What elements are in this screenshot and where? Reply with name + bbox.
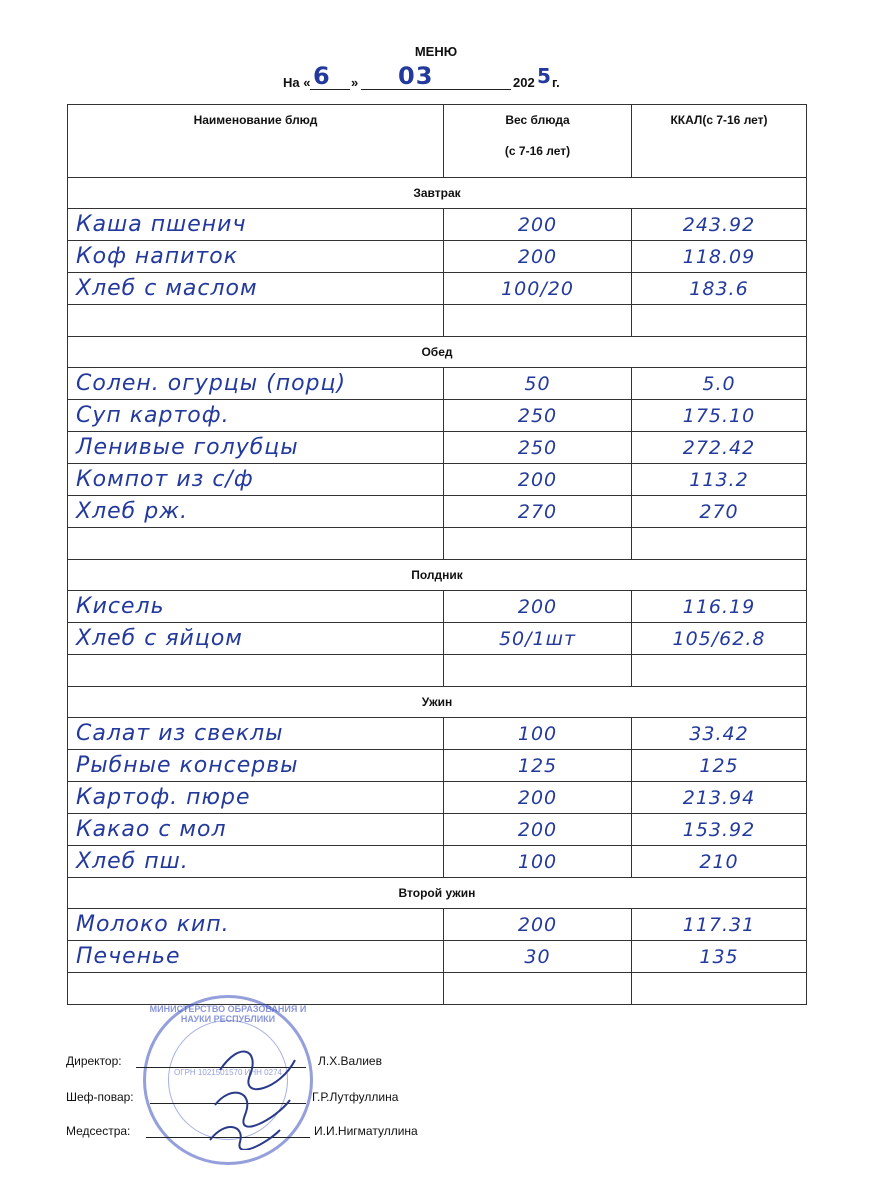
weight-cell: 200 [444,209,632,241]
table-row [68,368,807,400]
weight-cell: 200 [444,909,632,941]
table-row [68,782,807,814]
dish-cell: Ленивые голубцы [68,432,444,464]
kcal-cell: 270 [632,496,807,528]
dish-cell: Какао с мол [68,814,444,846]
director-name: Л.Х.Валиев [318,1054,382,1068]
month-underline [361,69,511,90]
table-row [68,973,807,1005]
table-row [68,814,807,846]
dish-cell: Хлеб с яйцом [68,623,444,655]
col-kcal-header: ККАЛ(с 7-16 лет) [632,105,807,178]
dish-cell: Каша пшенич [68,209,444,241]
kcal-cell: 272.42 [632,432,807,464]
date-year: 202 [513,75,535,90]
date-prefix: На « [283,75,311,90]
kcal-cell: 105/62.8 [632,623,807,655]
table-row [68,941,807,973]
menu-table [67,104,807,1005]
section-row [68,878,807,909]
chef-label: Шеф-повар: [66,1090,134,1104]
weight-cell: 200 [444,782,632,814]
table-row [68,591,807,623]
dish-cell: Суп картоф. [68,400,444,432]
table-row [68,623,807,655]
stamp-ring-text: МИНИСТЕРСТВО ОБРАЗОВАНИЯ И НАУКИ РЕСПУБЛИКИ [149,1004,307,1024]
kcal-cell [632,528,807,560]
weight-cell [444,528,632,560]
weight-cell: 250 [444,432,632,464]
kcal-cell: 117.31 [632,909,807,941]
weight-cell: 250 [444,400,632,432]
dish-cell: Хлеб пш. [68,846,444,878]
kcal-cell [632,305,807,337]
date-suffix: г. [552,75,560,90]
weight-cell [444,305,632,337]
col-weight-header: Вес блюда (с 7-16 лет) [444,105,632,178]
official-stamp [143,995,313,1165]
weight-cell: 100 [444,718,632,750]
kcal-cell [632,655,807,687]
dish-cell: Кисель [68,591,444,623]
section-row [68,337,807,368]
date-mid: » [351,75,359,90]
kcal-cell: 183.6 [632,273,807,305]
date-year-digit: 5 [537,64,552,88]
nurse-label: Медсестра: [66,1124,131,1138]
weight-cell: 50 [444,368,632,400]
weight-cell: 100/20 [444,273,632,305]
dish-cell [68,655,444,687]
dish-cell: Коф напиток [68,241,444,273]
kcal-cell: 135 [632,941,807,973]
kcal-cell: 175.10 [632,400,807,432]
dish-cell: Рыбные консервы [68,750,444,782]
weight-cell [444,655,632,687]
date-month: 03 [398,62,434,90]
kcal-cell: 210 [632,846,807,878]
section-title: Второй ужин [68,878,807,909]
section-title: Завтрак [68,178,807,209]
dish-cell [68,305,444,337]
weight-cell: 100 [444,846,632,878]
table-row [68,718,807,750]
weight-cell: 200 [444,241,632,273]
table-row [68,241,807,273]
table-header [68,105,807,178]
kcal-cell: 33.42 [632,718,807,750]
table-row [68,273,807,305]
kcal-cell: 153.92 [632,814,807,846]
kcal-cell [632,973,807,1005]
kcal-cell: 118.09 [632,241,807,273]
table-row [68,305,807,337]
section-row [68,687,807,718]
col-dish-header: Наименование блюд [68,105,444,178]
section-title: Полдник [68,560,807,591]
weight-cell [444,973,632,1005]
section-row [68,178,807,209]
weight-cell: 30 [444,941,632,973]
dish-cell [68,528,444,560]
dish-cell: Компот из с/ф [68,464,444,496]
dish-cell: Картоф. пюре [68,782,444,814]
date-line [283,62,703,92]
page-title: МЕНЮ [414,44,458,59]
table-row [68,750,807,782]
weight-cell: 200 [444,814,632,846]
kcal-cell: 213.94 [632,782,807,814]
table-row [68,496,807,528]
nurse-signature-line [66,1120,486,1138]
chef-signature-line [66,1086,466,1104]
section-title: Обед [68,337,807,368]
section-title: Ужин [68,687,807,718]
kcal-cell: 5.0 [632,368,807,400]
table-row [68,846,807,878]
weight-cell: 200 [444,591,632,623]
kcal-cell: 125 [632,750,807,782]
director-label: Директор: [66,1054,122,1068]
table-row [68,432,807,464]
table-row [68,209,807,241]
table-row [68,655,807,687]
weight-cell: 125 [444,750,632,782]
dish-cell: Хлеб с маслом [68,273,444,305]
table-row [68,400,807,432]
dish-cell: Салат из свеклы [68,718,444,750]
kcal-cell: 243.92 [632,209,807,241]
dish-cell: Печенье [68,941,444,973]
chef-name: Г.Р.Лутфуллина [312,1090,399,1104]
weight-cell: 270 [444,496,632,528]
dish-cell: Хлеб рж. [68,496,444,528]
section-row [68,560,807,591]
table-row [68,528,807,560]
date-day: 6 [313,62,331,90]
table-row [68,909,807,941]
kcal-cell: 113.2 [632,464,807,496]
weight-cell: 200 [444,464,632,496]
weight-cell: 50/1шт [444,623,632,655]
dish-cell: Молоко кип. [68,909,444,941]
director-signature-line [66,1050,466,1068]
stamp-center-text: ОГРН 1021501570 ИНН 0274 [174,1068,282,1077]
table-row [68,464,807,496]
kcal-cell: 116.19 [632,591,807,623]
dish-cell: Солен. огурцы (порц) [68,368,444,400]
nurse-name: И.И.Нигматуллина [314,1124,418,1138]
